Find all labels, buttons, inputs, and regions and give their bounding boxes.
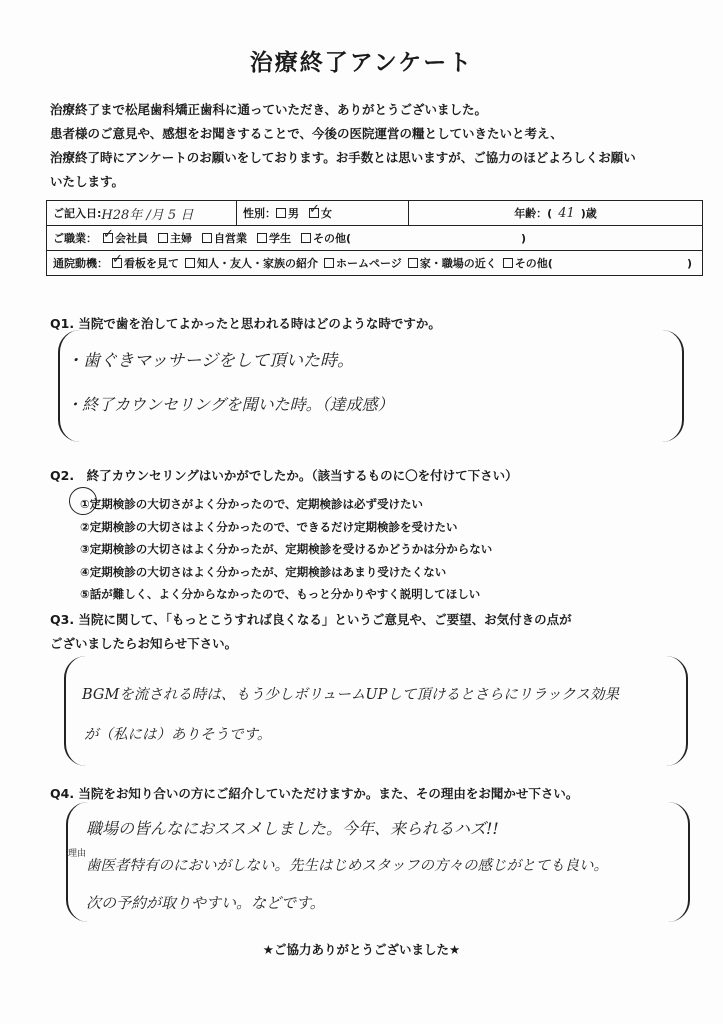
q1-answer-line: ・終了カウンセリングを聞いた時。（達成感） [66, 395, 394, 414]
intro-line: 治療終了時にアンケートのお願いをしております。お手数とは思いますが、ご協力のほどよろしくお願い [50, 150, 636, 165]
date-label: ご記入日: [53, 207, 102, 220]
q2-choice[interactable]: ③定期検診の大切さはよく分かったが、定期検診を受けるかどうかは分からない [80, 542, 493, 556]
info-table [46, 200, 703, 276]
occupation-option[interactable]: 自営業 [202, 230, 247, 246]
checkbox-icon [202, 233, 212, 243]
survey-title: 治療終了アンケート [249, 50, 474, 76]
age-value: 41 [558, 205, 575, 221]
info-row-reason [47, 251, 702, 275]
q4-reason-tag: 理由 [68, 849, 87, 859]
reason-option[interactable]: その他( [503, 255, 553, 271]
q1-answer-line: ・歯ぐきマッサージをして頂いた時。 [66, 351, 354, 371]
reason-option[interactable]: ✓ 看板を見て [112, 255, 179, 271]
q4-answer-line: 歯医者特有のにおいがしない。先生はじめスタッフの方々の感じがとても良い。 [86, 858, 608, 874]
intro-text [50, 98, 690, 194]
q3-question-line: ございましたらお知らせ下さい。 [50, 636, 238, 651]
q2-choice[interactable]: ④定期検診の大切さはよく分かったが、定期検診はあまり受けたくない [80, 564, 447, 579]
checkbox-icon [503, 258, 513, 268]
q3-answer-line: が（私には）ありそうです。 [84, 727, 272, 743]
occupation-option[interactable]: 主婦 [158, 230, 192, 246]
checkbox-checked-icon [112, 258, 122, 268]
q3-answer-line: BGMを流される時は、もう少しボリュームUPして頂けるとさらにリラックス効果 [82, 687, 619, 703]
date-field [47, 201, 237, 225]
checkbox-icon [185, 258, 195, 268]
q3-question-line: Q3. 当院に関して、「もっとこうすれば良くなる」というご意見や、ご要望、お気付きの点が [50, 612, 572, 627]
checkbox-icon [257, 233, 267, 243]
q4-answer-line: 職場の皆んなにおススメしました。今年、来られるハズ!! [86, 819, 499, 838]
info-row-occupation [47, 226, 702, 251]
gender-option-female[interactable]: ✓ 女 [309, 205, 332, 221]
gender-option-male[interactable]: 男 [276, 205, 299, 221]
age-suffix: )歳 [580, 207, 597, 220]
checkbox-checked-icon [103, 233, 113, 243]
occupation-option[interactable]: ✓ 会社員 [103, 230, 148, 246]
reason-option[interactable]: 知人・友人・家族の紹介 [185, 255, 318, 271]
thank-you-footer: ★ご協力ありがとうございました★ [262, 942, 461, 957]
gender-field [237, 201, 409, 225]
reason-close: ) [686, 256, 692, 270]
q2-choice[interactable]: ⑤話が難しく、よく分からなかったので、もっと分かりやすく説明してほしい [80, 587, 481, 601]
q2-choice-list [80, 493, 492, 606]
intro-line: いたします。 [50, 174, 125, 189]
info-row-basic [47, 201, 702, 226]
reason-label: 通院動機： [53, 257, 108, 270]
q1-question: Q1. 当院で歯を治してよかったと思われる時はどのような時ですか。 [50, 316, 441, 331]
reason-option[interactable]: 家・職場の近く [408, 255, 497, 271]
gender-label: 性別： [243, 207, 276, 220]
occupation-option[interactable]: その他( [301, 230, 351, 246]
occupation-close: ) [521, 231, 527, 245]
checkbox-icon [276, 208, 286, 218]
intro-line: 患者様のご意見や、感想をお聞きすることで、今後の医院運営の糧としていきたいと考え、 [50, 126, 563, 141]
age-field [409, 201, 702, 225]
occupation-option[interactable]: 学生 [257, 230, 291, 246]
checkbox-icon [301, 233, 311, 243]
q3-answer-box[interactable] [64, 656, 688, 766]
occupation-label: ご職業： [53, 232, 97, 245]
reason-field [47, 251, 702, 275]
date-value: H28年 /月 5 日 [101, 207, 194, 223]
q4-question: Q4. 当院をお知り合いの方にご紹介していただけますか。また、その理由をお聞かせ下さい。 [50, 786, 579, 801]
checkbox-icon [158, 233, 168, 243]
q2-choice[interactable]: ②定期検診の大切さはよく分かったので、できるだけ定期検診を受けたい [80, 519, 458, 534]
age-label: 年齢：( [514, 207, 553, 220]
q4-answer-line: 次の予約が取りやすい。などです。 [86, 894, 325, 912]
q2-choice[interactable]: ①定期検診の大切さがよく分かったので、定期検診は必ず受けたい [80, 497, 424, 511]
checkbox-checked-icon [309, 208, 319, 218]
reason-option[interactable]: ホームページ [324, 255, 402, 271]
occupation-field [47, 226, 702, 250]
checkbox-icon [408, 258, 418, 268]
checkbox-icon [324, 258, 334, 268]
intro-line: 治療終了まで松尾歯科矯正歯科に通っていただき、ありがとうございました。 [50, 102, 488, 117]
q2-question: Q2. 終了カウンセリングはいかがでしたか。（該当するものに〇を付けて下さい） [50, 468, 518, 483]
